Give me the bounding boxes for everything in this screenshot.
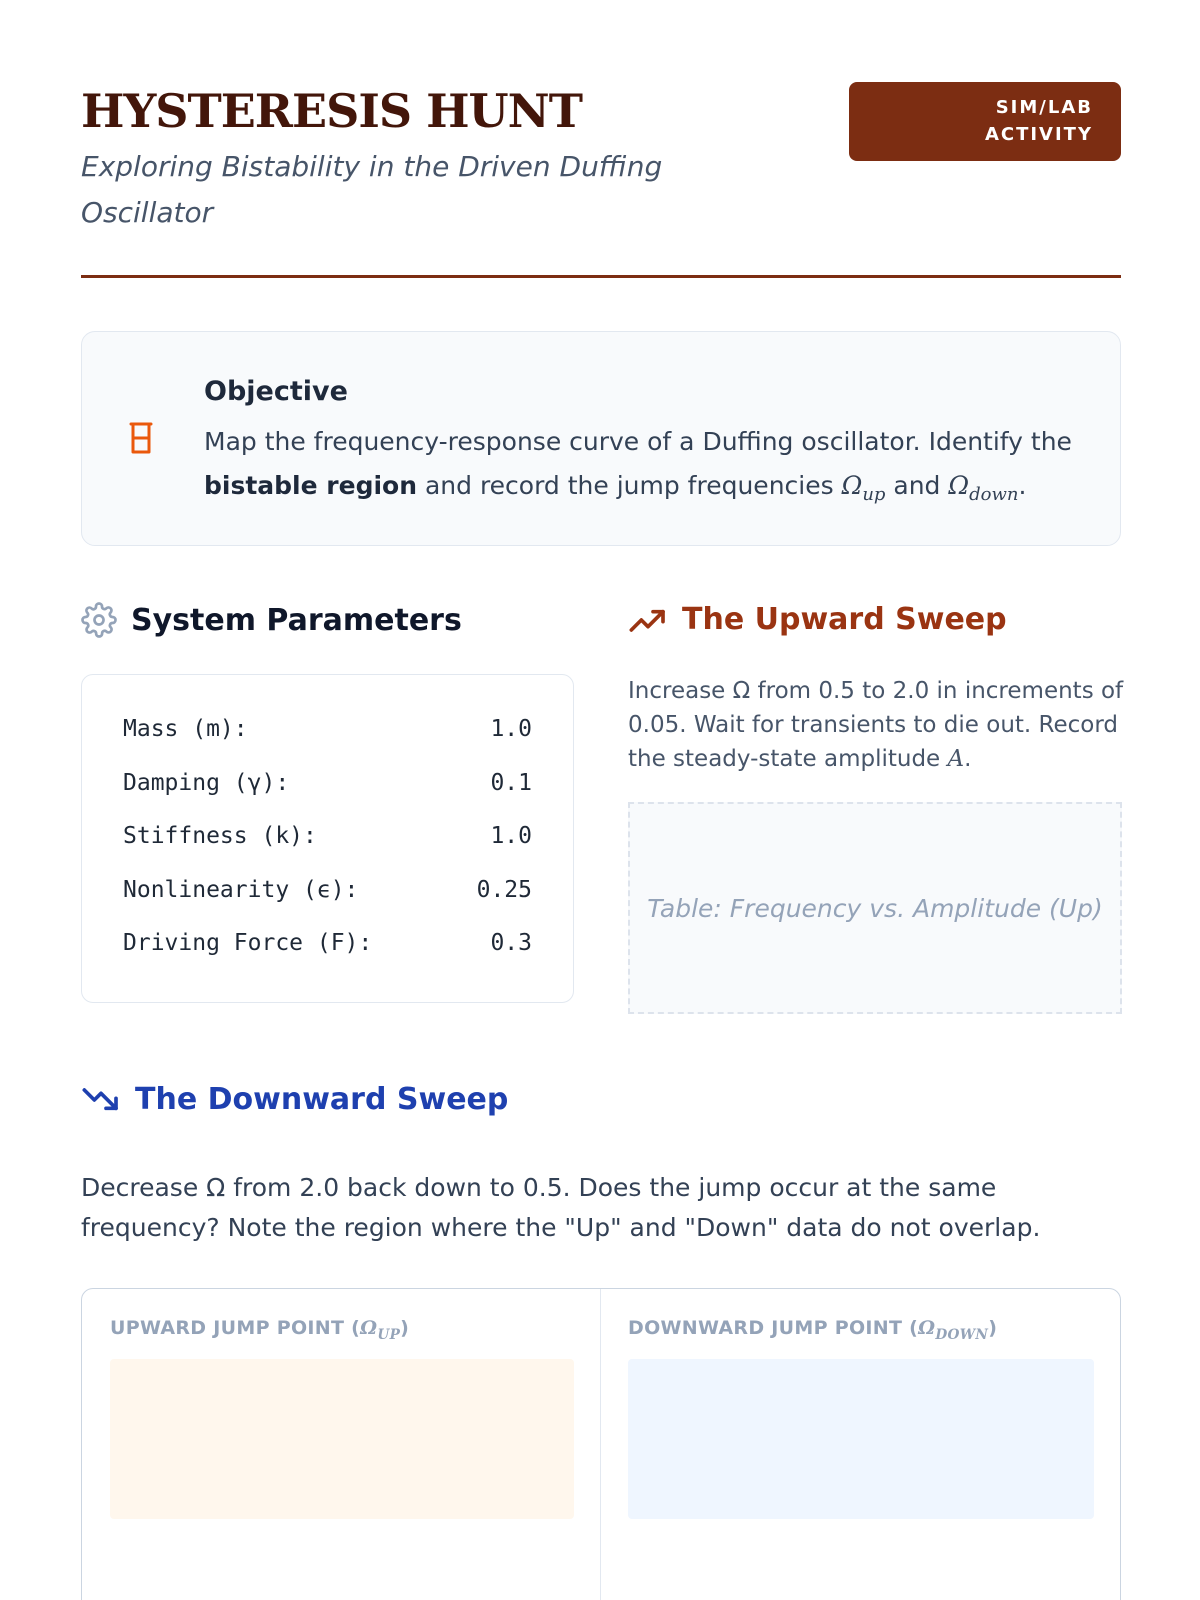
- upward-jump-input[interactable]: [110, 1359, 574, 1519]
- jump-divider: [600, 1289, 601, 1600]
- objective-text: Map the frequency-response curve of a Duffing oscillator. Identify the bistable region and record the jump frequencies $\Omega_{up}$ and $\Omega_{down}$.: [204, 427, 1072, 505]
- objective-title: Objective: [204, 376, 348, 407]
- upward-sweep-heading-text: The Upward Sweep: [682, 602, 1007, 637]
- downward-sweep-heading-text: The Downward Sweep: [135, 1082, 509, 1117]
- bistable-region-term: bistable region: [204, 471, 418, 500]
- page-header: [81, 82, 1121, 278]
- upward-sweep-heading: [628, 602, 1007, 637]
- jump-points-panel: [81, 1288, 1121, 1600]
- omega-down-symbol: $\Omega_{down}$: [948, 471, 1019, 505]
- objective-card: [81, 331, 1121, 546]
- amplitude-symbol: A: [947, 746, 965, 772]
- parameters-table: [81, 674, 574, 1003]
- upward-sweep-instructions: Increase Ω from 0.5 to 2.0 in increments of 0.05. Wait for transients to die out. Record the steady-state amplitude A.: [628, 678, 1124, 772]
- downward-jump-label: DOWNWARD JUMP POINT $(\Omega_{DOWN})$: [628, 1317, 998, 1343]
- parameters-heading-text: System Parameters: [131, 602, 462, 638]
- page-title: HYSTERESIS HUNT: [81, 84, 582, 138]
- parameter-label: Stiffness (k):: [123, 823, 317, 849]
- parameter-row: [123, 757, 532, 811]
- badge-line-1: SIM/LAB: [995, 97, 1093, 118]
- trend-up-icon: [628, 605, 668, 635]
- parameter-label: Nonlinearity (ϵ):: [123, 876, 359, 903]
- parameter-value: 0.25: [476, 876, 532, 903]
- badge-line-2: ACTIVITY: [984, 124, 1093, 145]
- parameter-value: 0.3: [490, 930, 532, 956]
- upward-jump-label: UPWARD JUMP POINT $(\Omega_{UP})$: [110, 1317, 410, 1343]
- parameters-heading: [81, 602, 462, 638]
- table-placeholder-text: Table: Frequency vs. Amplitude (Up): [647, 893, 1103, 923]
- upward-data-table-placeholder[interactable]: [628, 802, 1122, 1014]
- parameter-row: [123, 810, 532, 864]
- parameter-label: Damping (γ):: [123, 769, 290, 796]
- downward-sweep-heading: [81, 1082, 508, 1117]
- beaker-icon: [128, 422, 154, 456]
- parameter-row: [123, 703, 532, 757]
- trend-down-icon: [81, 1085, 121, 1115]
- gear-icon: [81, 602, 117, 638]
- activity-badge: [849, 82, 1121, 161]
- parameter-label: Mass (m):: [123, 716, 248, 742]
- downward-jump-input[interactable]: [628, 1359, 1094, 1519]
- parameter-label: Driving Force (F):: [123, 930, 373, 956]
- parameter-row: [123, 864, 532, 918]
- parameter-value: 0.1: [490, 769, 532, 796]
- downward-sweep-instructions: Decrease Ω from 2.0 back down to 0.5. Does the jump occur at the same frequency? Note the region where the "Up" and "Down" data do not overlap.: [81, 1173, 1041, 1242]
- parameter-row: [123, 917, 532, 971]
- omega-up-symbol: $\Omega_{up}$: [841, 471, 886, 505]
- page-subtitle: Exploring Bistability in the Driven Duffing Oscillator: [81, 150, 663, 229]
- parameter-value: 1.0: [490, 823, 532, 849]
- parameter-value: 1.0: [490, 716, 532, 742]
